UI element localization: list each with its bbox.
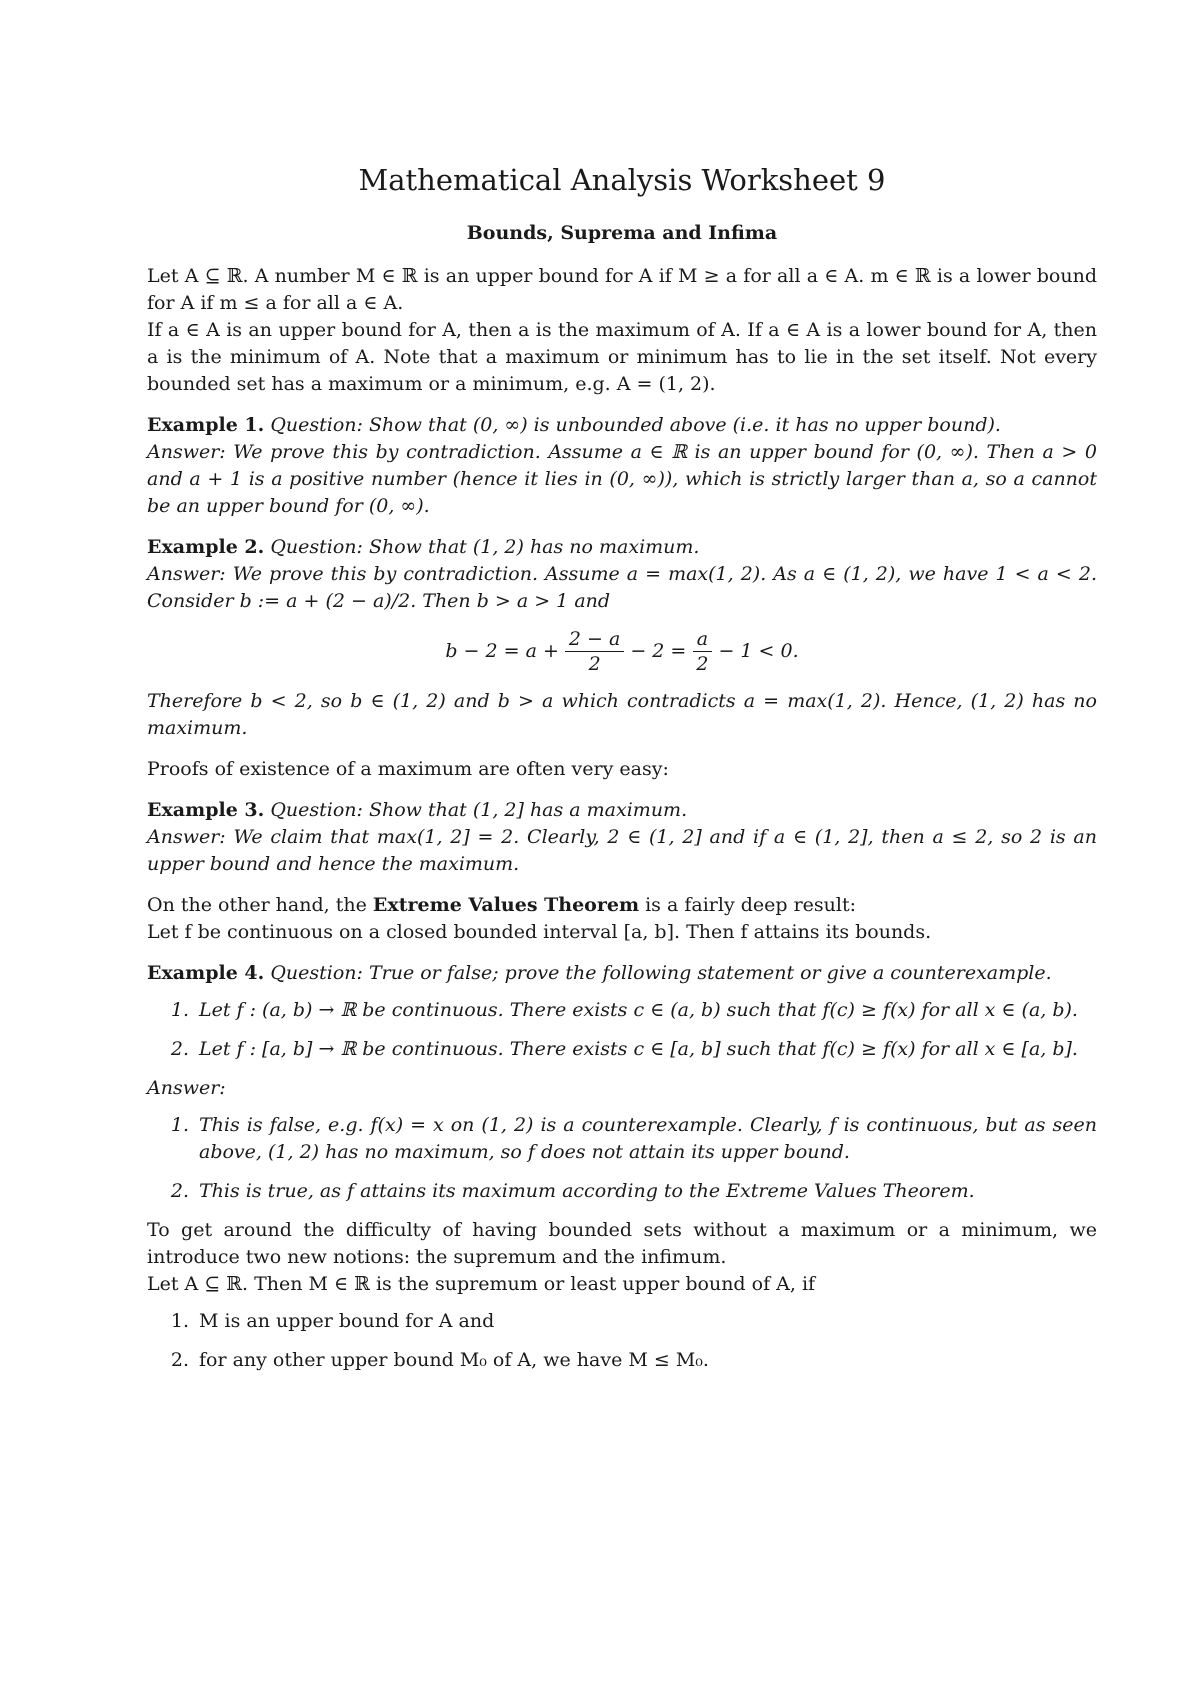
example-1-heading: Example 1. [147, 414, 265, 436]
example-2-question: Question: Show that (1, 2) has no maximum. [270, 536, 700, 558]
evt-section [147, 892, 1097, 946]
evt-statement: Let f be continuous on a closed bounded interval [a, b]. Then f attains its bounds. [147, 921, 932, 943]
example-4-answers [147, 1112, 1097, 1205]
list-item-number: 2. [170, 1180, 189, 1202]
example-1-answer: Answer: We prove this by contradiction. Assume a ∈ ℝ is an upper bound for (0, ∞). Then a > 0 and a + 1 is a positive number (hence it lies in (0, ∞)), which is strictly larger than a, so a cannot be an upper bound for (0, ∞). [147, 441, 1097, 517]
page-title: Mathematical Analysis Worksheet 9 [358, 163, 886, 197]
example-4-question: Question: True or false; prove the following statement or give a counterexample. [270, 962, 1052, 984]
example-2-heading: Example 2. [147, 536, 265, 558]
equation-left: b − 2 = a + [445, 640, 559, 662]
intro-paragraph-2: If a ∈ A is an upper bound for A, then a is the maximum of A. If a ∈ A is a lower bound for A, then a is the minimum of A. Note that a maximum or minimum has to lie in the set itself. Not every bounded set has a maximum or a minimum, e.g. A = (1, 2). [147, 319, 1097, 395]
worksheet-page [147, 150, 1097, 1386]
list-item-text: This is false, e.g. f(x) = x on (1, 2) is a counterexample. Clearly, f is continuous, but as seen above, (1, 2) has no maximum, so f does not attain its upper bound. [199, 1114, 1097, 1163]
example-4-heading: Example 4. [147, 962, 265, 984]
list-item [147, 1036, 1097, 1063]
list-item-text: M is an upper bound for A and [199, 1310, 495, 1332]
example-2-conclusion: Therefore b < 2, so b ∈ (1, 2) and b > a which contradicts a = max(1, 2). Hence, (1, 2) has no maximum. [147, 690, 1097, 739]
evt-name: Extreme Values Theorem [372, 894, 640, 916]
list-item-number: 1. [170, 1310, 189, 1332]
list-item-text: Let f : (a, b) → ℝ be continuous. There exists c ∈ (a, b) such that f(c) ≥ f(x) for all x ∈ (a, b). [199, 999, 1078, 1021]
fraction-denominator: 2 [696, 653, 709, 675]
transition-paragraph: Proofs of existence of a maximum are often very easy: [147, 758, 669, 780]
supremum-definition: Let A ⊆ ℝ. Then M ∈ ℝ is the supremum or least upper bound of A, if [147, 1273, 816, 1295]
example-1-question: Question: Show that (0, ∞) is unbounded above (i.e. it has no upper bound). [270, 414, 1001, 436]
example-3-answer: Answer: We claim that max(1, 2] = 2. Clearly, 2 ∈ (1, 2] and if a ∈ (1, 2], then a ≤ 2, so 2 is an upper bound and hence the maximum. [147, 826, 1097, 875]
list-item-number: 1. [170, 1114, 189, 1136]
example-1 [147, 412, 1097, 520]
list-item-text: Let f : [a, b] → ℝ be continuous. There exists c ∈ [a, b] such that f(c) ≥ f(x) for all x ∈ [a, b]. [199, 1038, 1078, 1060]
supremum-section [147, 1217, 1097, 1374]
supremum-intro: To get around the difficulty of having bounded sets without a maximum or a minimum, we introduce two new notions: the supremum and the infimum. [147, 1219, 1097, 1268]
list-item-number: 2. [170, 1038, 189, 1060]
list-item-text: This is true, as f attains its maximum according to the Extreme Values Theorem. [199, 1180, 975, 1202]
list-item-text: for any other upper bound M₀ of A, we have M ≤ M₀. [199, 1349, 709, 1371]
equation-right: − 1 < 0. [718, 640, 799, 662]
example-3-heading: Example 3. [147, 799, 265, 821]
list-item-number: 1. [170, 999, 189, 1021]
fraction-numerator: a [693, 627, 712, 652]
list-item [147, 1308, 1097, 1335]
list-item [147, 1112, 1097, 1166]
fraction-two-minus-a-over-two [565, 627, 624, 676]
supremum-conditions [147, 1308, 1097, 1374]
list-item-number: 2. [170, 1349, 189, 1371]
fraction-numerator: 2 − a [565, 627, 624, 652]
example-2 [147, 534, 1097, 742]
example-4-statements [147, 997, 1097, 1063]
display-equation [147, 627, 1097, 676]
intro-paragraph-1: Let A ⊆ ℝ. A number M ∈ ℝ is an upper bound for A if M ≥ a for all a ∈ A. m ∈ ℝ is a lower bound for A if m ≤ a for all a ∈ A. [147, 265, 1097, 314]
fraction-denominator: 2 [588, 653, 601, 675]
list-item [147, 1178, 1097, 1205]
section-subtitle: Bounds, Suprema and Infima [466, 222, 778, 244]
list-item [147, 997, 1097, 1024]
evt-intro-after: is a fairly deep result: [645, 894, 856, 916]
list-item [147, 1347, 1097, 1374]
example-4 [147, 960, 1097, 1205]
example-4-answer-label: Answer: [147, 1077, 226, 1099]
example-3-question: Question: Show that (1, 2] has a maximum. [270, 799, 688, 821]
example-3 [147, 797, 1097, 878]
fraction-a-over-two [692, 627, 712, 676]
equation-middle: − 2 = [630, 640, 687, 662]
evt-intro-before: On the other hand, the [147, 894, 367, 916]
example-2-answer: Answer: We prove this by contradiction. Assume a = max(1, 2). As a ∈ (1, 2), we have 1 < a < 2. Consider b := a + (2 − a)/2. Then b > a > 1 and [147, 563, 1097, 612]
